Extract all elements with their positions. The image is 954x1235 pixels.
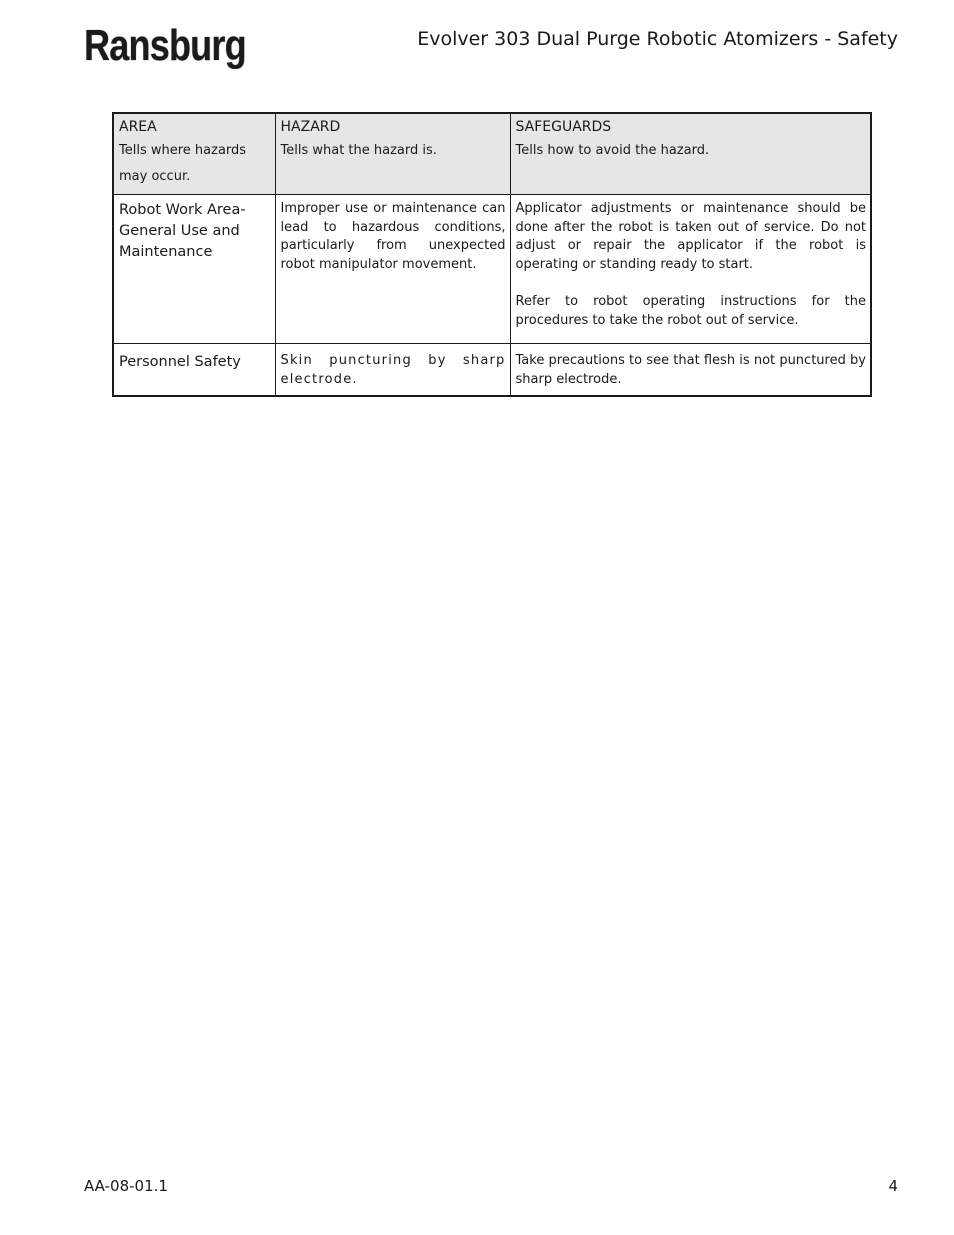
company-logo: Ransburg xyxy=(84,21,246,70)
safeguards-cell xyxy=(510,195,871,344)
hazard-text: Skin puncturing by sharp electrode. xyxy=(280,353,506,387)
column-label-hazard: HAZARD xyxy=(280,119,341,135)
header-cell-safeguards xyxy=(510,113,871,195)
document-title: Evolver 303 Dual Purge Robotic Atomizers - Safety xyxy=(417,28,898,50)
column-desc-hazard: Tells what the hazard is. xyxy=(280,143,437,158)
area-cell xyxy=(113,344,275,397)
area-cell xyxy=(113,195,275,344)
safeguard-text: Applicator adjustments or maintenance should be done after the robot is taken out of service. Do not adjust or repair the applicator if the robot is operating or standing ready to start. xyxy=(515,201,866,272)
header-cell-area xyxy=(113,113,275,195)
document-number: AA-08-01.1 xyxy=(84,1177,168,1195)
safety-table xyxy=(112,112,872,397)
hazard-cell xyxy=(275,195,510,344)
area-text: Personnel Safety xyxy=(119,354,241,370)
table-header-row xyxy=(113,113,871,195)
column-desc-safeguards: Tells how to avoid the hazard. xyxy=(515,143,710,158)
column-label-area: AREA xyxy=(119,119,157,135)
safeguard-text: Take precautions to see that flesh is not punctured by sharp electrode. xyxy=(515,353,866,387)
safeguards-cell xyxy=(510,344,871,397)
table-row xyxy=(113,195,871,344)
column-label-safeguards: SAFEGUARDS xyxy=(515,119,612,135)
page-number: 4 xyxy=(888,1177,898,1195)
hazard-cell xyxy=(275,344,510,397)
header-cell-hazard xyxy=(275,113,510,195)
hazard-text: Improper use or maintenance can lead to hazardous conditions, particularly from unexpected robot manipulator movement. xyxy=(280,201,506,272)
safeguard-text: Refer to robot operating instructions for the procedures to take the robot out of service. xyxy=(515,294,866,328)
table-row xyxy=(113,344,871,397)
area-text: Robot Work Area- General Use and Maintenance xyxy=(119,202,246,260)
column-desc-area: Tells where hazards may occur. xyxy=(119,143,247,184)
